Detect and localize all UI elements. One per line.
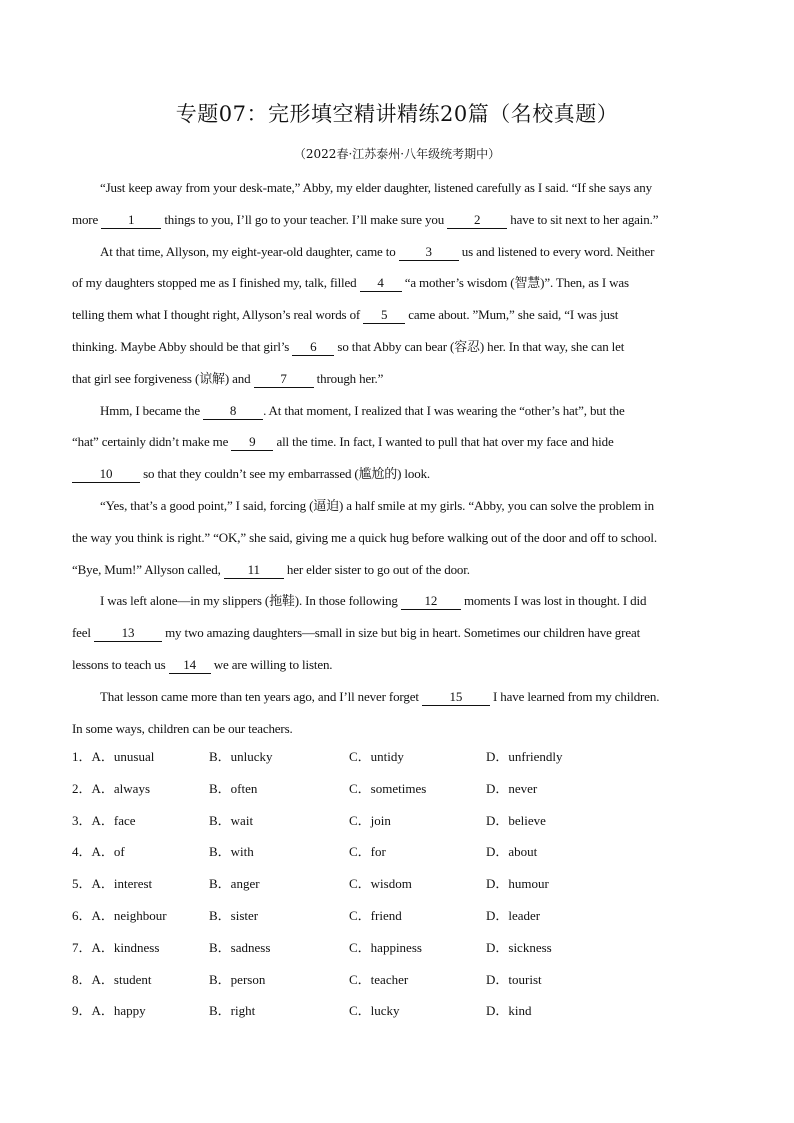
question-6: 6．A．neighbour xyxy=(72,907,167,923)
blank-10[interactable]: 10 xyxy=(72,466,140,483)
blank-6[interactable]: 6 xyxy=(292,339,334,356)
passage-line: more 1 things to you, I’ll go to your teacher. I’ll make sure you 2 have to sit next to her again.” xyxy=(72,211,659,227)
passage-line: the way you think is right.” “OK,” she said, giving me a quick hug before walking out of the door and off to school. xyxy=(72,529,657,545)
option-c[interactable]: C．friend xyxy=(349,907,402,923)
option-b[interactable]: B．wait xyxy=(209,812,254,828)
passage-line: “hat” certainly didn’t make me 9 all the time. In fact, I wanted to pull that hat over my face and hide xyxy=(72,434,614,450)
blank-15[interactable]: 15 xyxy=(422,689,490,706)
question-7: 7．A．kindness xyxy=(72,939,160,955)
passage-line: “Yes, that’s a good point,” I said, forcing (逼迫) a half smile at my girls. “Abby, you can solve the problem in xyxy=(100,497,654,513)
question-row xyxy=(72,741,722,773)
cloze-passage xyxy=(72,172,722,744)
answer-options xyxy=(72,741,722,1027)
blank-12[interactable]: 12 xyxy=(401,593,461,610)
question-row xyxy=(72,900,722,932)
passage-line: of my daughters stopped me as I finished my, talk, filled 4 “a mother’s wisdom (智慧)”. Then, as I was xyxy=(72,275,629,291)
option-b[interactable]: B．with xyxy=(209,844,254,860)
question-4: 4．A．of xyxy=(72,844,125,860)
blank-11[interactable]: 11 xyxy=(224,562,284,579)
blank-9[interactable]: 9 xyxy=(231,434,273,451)
question-row xyxy=(72,836,722,868)
option-a[interactable]: A．happy xyxy=(91,1003,146,1019)
blank-1[interactable]: 1 xyxy=(101,212,161,229)
option-d[interactable]: D．sickness xyxy=(486,939,552,955)
option-a[interactable]: A．neighbour xyxy=(91,907,167,923)
passage-line: lessons to teach us 14 we are willing to listen. xyxy=(72,656,333,672)
option-a[interactable]: A．face xyxy=(91,812,136,828)
option-d[interactable]: D．about xyxy=(486,844,538,860)
passage-line: thinking. Maybe Abby should be that girl’s 6 so that Abby can bear (容忍) her. In that way, she can let xyxy=(72,338,625,354)
question-row xyxy=(72,805,722,837)
question-row xyxy=(72,773,722,805)
option-a[interactable]: A．interest xyxy=(91,876,153,892)
passage-line: “Just keep away from your desk-mate,” Abby, my elder daughter, listened carefully as I said. “If she says any xyxy=(100,180,652,195)
passage-line: At that time, Allyson, my eight-year-old daughter, came to 3 us and listened to every word. Neither xyxy=(100,243,655,259)
passage-line: 10 so that they couldn’t see my embarrassed (尴尬的) look. xyxy=(72,458,722,490)
option-b[interactable]: B．unlucky xyxy=(209,749,273,764)
question-8: 8．A．student xyxy=(72,971,152,987)
option-c[interactable]: C．sometimes xyxy=(349,780,427,796)
blank-8[interactable]: 8 xyxy=(203,403,263,420)
blank-5[interactable]: 5 xyxy=(363,307,405,324)
option-b[interactable]: B．sadness xyxy=(209,939,271,955)
blank-13[interactable]: 13 xyxy=(94,625,162,642)
question-row xyxy=(72,995,722,1027)
option-c[interactable]: C．wisdom xyxy=(349,876,412,892)
option-d[interactable]: D．never xyxy=(486,780,538,796)
option-d[interactable]: D．kind xyxy=(486,1003,532,1019)
option-b[interactable]: B．right xyxy=(209,1003,256,1019)
option-a[interactable]: A．kindness xyxy=(91,939,160,955)
blank-2[interactable]: 2 xyxy=(447,212,507,229)
option-c[interactable]: C．join xyxy=(349,812,391,828)
question-9: 9．A．happy xyxy=(72,1003,146,1019)
blank-14[interactable]: 14 xyxy=(169,657,211,674)
blank-4[interactable]: 4 xyxy=(360,275,402,292)
option-d[interactable]: D．tourist xyxy=(486,971,542,987)
passage-line: In some ways, children can be our teachers. xyxy=(72,720,293,736)
option-c[interactable]: C．teacher xyxy=(349,971,409,987)
option-c[interactable]: C．for xyxy=(349,844,386,860)
option-a[interactable]: A．of xyxy=(91,844,125,860)
option-a[interactable]: A．unusual xyxy=(91,749,155,764)
option-a[interactable]: A．always xyxy=(91,780,151,796)
passage-line: Hmm, I became the 8 . At that moment, I realized that I was wearing the “other’s hat”, but the xyxy=(100,402,625,418)
option-b[interactable]: B．sister xyxy=(209,907,259,923)
passage-line: That lesson came more than ten years ago, and I’ll never forget 15 I have learned from my children. xyxy=(100,688,660,704)
option-a[interactable]: A．student xyxy=(91,971,152,987)
passage-line: telling them what I thought right, Allyson’s real words of 5 came about. ”Mum,” she said, “I was just xyxy=(72,307,619,323)
option-b[interactable]: B．often xyxy=(209,780,258,796)
passage-line: feel 13 my two amazing daughters—small in size but big in heart. Sometimes our children have great xyxy=(72,625,641,641)
source-subtitle: （2022春·江苏泰州·八年级统考期中） xyxy=(293,147,501,161)
passage-line: I was left alone—in my slippers (拖鞋). In those following 12 moments I was lost in thought. I did xyxy=(100,593,647,609)
question-2: 2．A．always xyxy=(72,780,151,796)
question-row xyxy=(72,868,722,900)
page-title: 专题07：完形填空精讲精练20篇（名校真题） xyxy=(175,102,619,126)
option-d[interactable]: D．leader xyxy=(486,907,541,923)
option-b[interactable]: B．anger xyxy=(209,876,260,892)
option-c[interactable]: C．lucky xyxy=(349,1003,400,1019)
option-d[interactable]: D．unfriendly xyxy=(486,749,563,764)
question-1: 1．A．unusual xyxy=(72,749,155,764)
question-5: 5．A．interest xyxy=(72,876,153,892)
option-d[interactable]: D．humour xyxy=(486,876,549,892)
question-row xyxy=(72,932,722,964)
passage-line: that girl see forgiveness (谅解) and 7 through her.” xyxy=(72,370,384,386)
option-d[interactable]: D．believe xyxy=(486,812,546,828)
passage-line: “Bye, Mum!” Allyson called, 11 her elder sister to go out of the door. xyxy=(72,561,470,577)
option-c[interactable]: C．untidy xyxy=(349,749,404,764)
question-3: 3．A．face xyxy=(72,812,136,828)
blank-7[interactable]: 7 xyxy=(254,371,314,388)
option-c[interactable]: C．happiness xyxy=(349,939,422,955)
question-row xyxy=(72,964,722,996)
option-b[interactable]: B．person xyxy=(209,971,266,987)
blank-3[interactable]: 3 xyxy=(399,244,459,261)
